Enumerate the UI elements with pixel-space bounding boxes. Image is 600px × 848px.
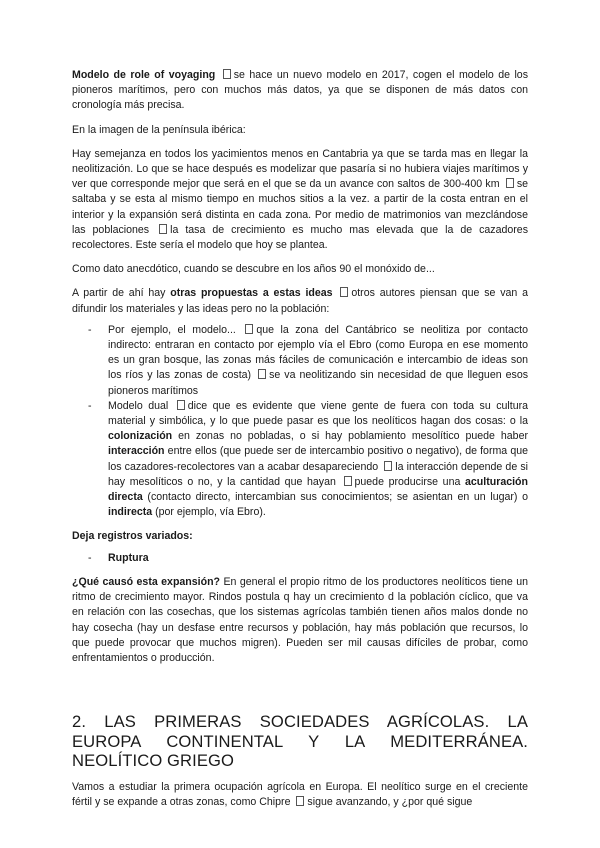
paragraph-text: otros autores piensan que se van a difundir los materiales y las ideas pero no la población: (72, 287, 528, 315)
paragraph-text: la tasa de crecimiento es mucho mas elevada que la de cazadores recolectores. Este sería el modelo que hoy se plantea. (72, 223, 528, 252)
arrow-glyph-icon (223, 69, 231, 79)
arrow-glyph-icon (344, 476, 352, 486)
paragraph-text: se saltaba y se esta al mismo tiempo en muchos sitios a la vez. a partir de la costa entran en el interior y la expansión será distinta en cada zona. Por medio de matrimonios van mezclándose las poblaciones (72, 178, 529, 236)
bold-term: Modelo de role of voyaging (72, 69, 216, 81)
paragraph-text: Hay semejanza en todos los yacimientos menos en Cantabria ya que se tarda mas en llegar la neolitización. Lo que se hace después es modelizar que pasaría si no hubiera viajes marítimos y ver que corresponde mejor que será en el que se da un avance con saltos de 300-400 km (72, 147, 528, 191)
bold-term: ¿Qué causó esta expansión? (72, 575, 221, 588)
item-text: dice que es evidente que viene gente de fuera con toda su cultura material y simbólica, y lo que puede pasar es que los neolíticos hagan dos cosas: o la (108, 399, 529, 428)
list-item (72, 399, 528, 521)
paragraph-text: En la imagen de la península ibérica: (72, 123, 246, 136)
arrow-glyph-icon (384, 461, 392, 471)
item-text: entre ellos (que puede ser de intercambio positivo o negativo), de forma que los cazadores-recolectores van a acabar desapareciendo (108, 445, 528, 473)
paragraph-cantabria (72, 147, 528, 253)
paragraph-text: En general el propio ritmo de los productores neolíticos tiene un ritmo de crecimiento mayor. Rindos postula q hay un crecimiento d la población cíclico, que va en relación con las cosechas, que los sistemas agrícolas también tienen años malos donde no hay cosecha (hay un desfase entre recursos y población, hay más población que recursos, lo que puede provocar que muchos migren). Pueden ser mil causas difíciles de probar, como enfrentamientos o producción. (72, 575, 529, 664)
bold-term: indirecta (108, 506, 153, 519)
item-text: Modelo dual (108, 399, 169, 412)
section-heading: 2. LAS PRIMERAS SOCIEDADES AGRÍCOLAS. LA EUROPA CONTINENTAL Y LA MEDITERRÁNEA. NEOLÍTICO GRIEGO (72, 712, 528, 771)
registers-list (72, 551, 528, 566)
paragraph-other-proposals (72, 286, 528, 316)
models-list (72, 323, 528, 521)
bold-term: Ruptura (108, 551, 149, 564)
bold-term: aculturación directa (108, 475, 528, 504)
paragraph-text: sigue avanzando, y ¿por qué sigue (307, 795, 473, 808)
paragraph-text: A partir de ahí hay (72, 287, 166, 300)
arrow-glyph-icon (506, 178, 514, 188)
paragraph-expansion-cause (72, 575, 528, 666)
arrow-glyph-icon (340, 287, 348, 297)
item-text: (por ejemplo, vía Ebro). (155, 506, 266, 519)
document-page (72, 68, 528, 819)
item-text: se va neolitizando sin necesidad de que lleguen esos pioneros marítimos (108, 369, 529, 397)
paragraph-text: se hace un nuevo modelo en 2017, cogen el modelo de los pioneros marítimos, pero con muchos más datos, ya que se disponen de más datos con cronología más precisa. (72, 69, 528, 112)
arrow-glyph-icon (258, 369, 266, 379)
paragraph-anecdote (72, 262, 528, 277)
paragraph-text: Vamos a estudiar la primera ocupación agrícola en Europa. El neolítico surge en el creciente fértil y se expande a otras zonas, como Chipre (72, 780, 528, 808)
arrow-glyph-icon (296, 796, 304, 806)
item-text: puede producirse una (354, 475, 461, 488)
list-item (72, 551, 528, 566)
arrow-glyph-icon (245, 324, 253, 334)
item-text: Por ejemplo, el modelo... (108, 323, 236, 336)
paragraph-role-of-voyaging (72, 68, 528, 114)
arrow-glyph-icon (159, 224, 167, 234)
item-text: en zonas no pobladas, o si hay poblamiento mesolítico puede haber (178, 430, 528, 443)
paragraph-registers (72, 529, 528, 544)
bold-term: interacción (108, 445, 165, 458)
item-text: (contacto directo, intercambian sus conocimientos; se asientan en un lugar) o (147, 491, 528, 504)
list-item (72, 323, 528, 399)
paragraph-text: Como dato anecdótico, cuando se descubre en los años 90 el monóxido de... (72, 263, 435, 276)
bold-term: colonización (108, 430, 173, 443)
item-text: la interacción depende de si hay mesolíticos o no, y la cantidad que hayan (108, 460, 529, 488)
bold-term: Deja registros variados: (72, 530, 193, 543)
paragraph-first-occupation (72, 780, 528, 810)
paragraph-iberian-image (72, 123, 528, 138)
bold-term: otras propuestas a estas ideas (170, 287, 333, 300)
arrow-glyph-icon (177, 400, 185, 410)
item-text: que la zona del Cantábrico se neolitiza por contacto indirecto: entraran en contacto por ejemplo vía el Ebro (como Europa en ese momento es un gran bosque, las zonas más fáciles de comunicación e intercambio de ideas son los ríos y las zonas de costa) (108, 323, 528, 382)
